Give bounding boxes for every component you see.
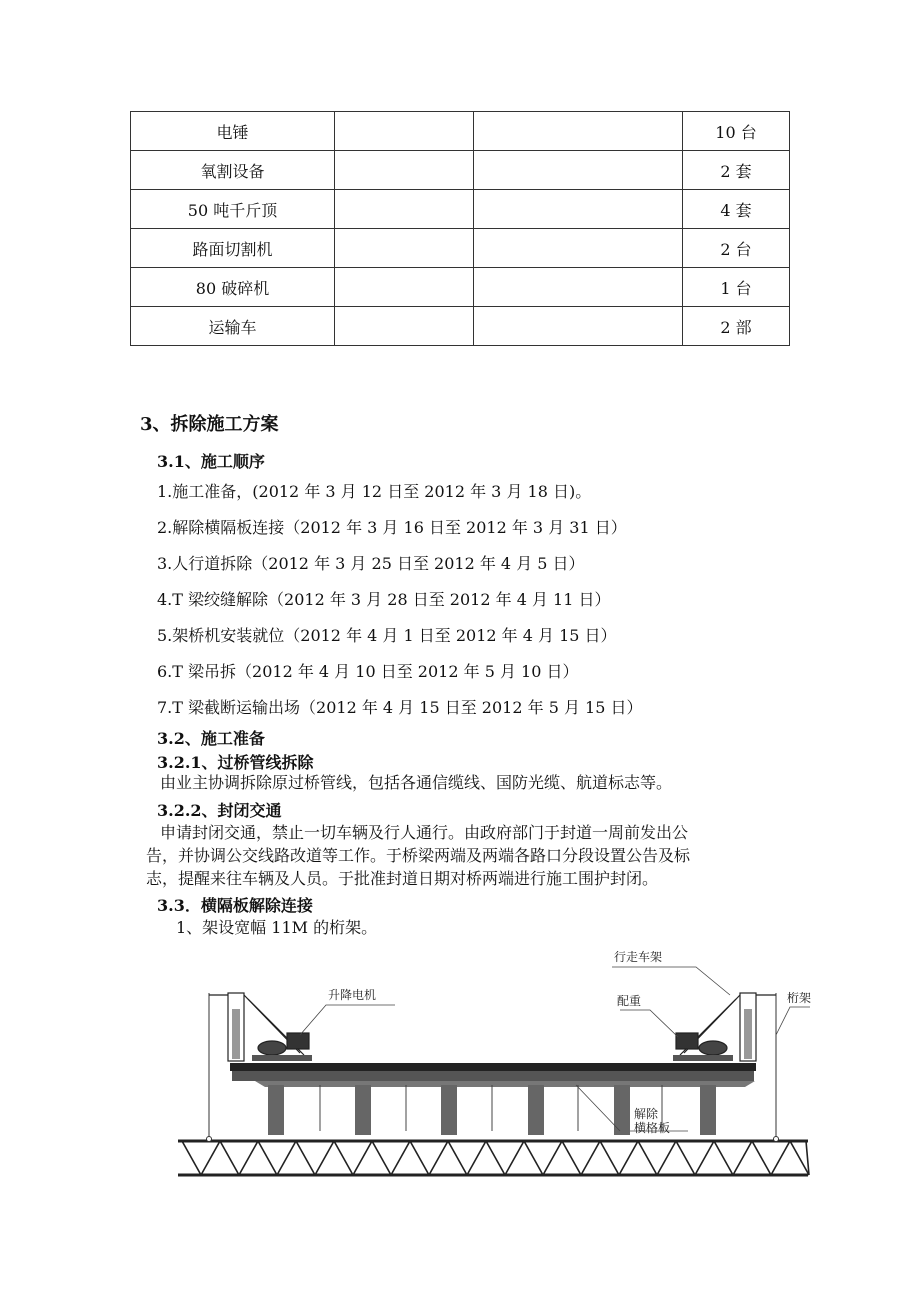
section-3-3-title: 3.3．横隔板解除连接 (157, 896, 313, 915)
sequence-step-6: 6.T 梁吊拆（2012 年 4 月 10 日至 2012 年 5 月 10 日） (157, 662, 579, 681)
truss-label: 桁架 (787, 991, 812, 1005)
right-gantry (673, 993, 776, 1061)
t-beam-web (528, 1085, 544, 1135)
equipment-quantity: 10 台 (683, 112, 790, 151)
equipment-name: 路面切割机 (131, 229, 335, 268)
empty-cell (474, 151, 683, 190)
empty-cell (474, 268, 683, 307)
empty-cell (335, 229, 474, 268)
t-beam-web (268, 1085, 284, 1135)
empty-cell (474, 112, 683, 151)
trolley-frame-label: 行走车架 (614, 950, 663, 964)
table-row (131, 268, 790, 307)
empty-cell (474, 307, 683, 346)
section-3-2-1-text (146, 771, 786, 794)
hoist-motor-label: 升降电机 (328, 988, 377, 1002)
sequence-step-2: 2.解除横隔板连接（2012 年 3 月 16 日至 2012 年 3 月 31 日） (157, 518, 627, 537)
t-beam-web (355, 1085, 371, 1135)
leader-lines (300, 967, 810, 1131)
equipment-quantity: 1 台 (683, 268, 790, 307)
section-3-2-1-title: 3.2.1、过桥管线拆除 (157, 753, 314, 772)
equipment-quantity: 2 套 (683, 151, 790, 190)
equipment-table (130, 111, 790, 346)
paragraph-line: 志，提醒来往车辆及人员。于批准封道日期对桥两端进行施工围护封闭。 (146, 869, 659, 888)
counterweight-label: 配重 (617, 994, 642, 1008)
paragraph-line: 申请封闭交通，禁止一切车辆及行人通行。由政府部门于封道一周前发出公 (160, 823, 689, 842)
table-row (131, 307, 790, 346)
table-row (131, 190, 790, 229)
empty-cell (474, 229, 683, 268)
equipment-name: 运输车 (131, 307, 335, 346)
sequence-step-5: 5.架桥机安装就位（2012 年 4 月 1 日至 2012 年 4 月 15 日） (157, 626, 617, 645)
empty-cell (335, 307, 474, 346)
remove-diaphragm-label-2: 横格板 (634, 1121, 671, 1135)
sequence-step-3: 3.人行道拆除（2012 年 3 月 25 日至 2012 年 4 月 5 日） (157, 554, 585, 573)
truss (178, 1141, 809, 1175)
empty-cell (335, 151, 474, 190)
equipment-quantity: 2 台 (683, 229, 790, 268)
remove-diaphragm-label-1: 解除 (634, 1107, 659, 1121)
paragraph-line: 由业主协调拆除原过桥管线，包括各通信缆线、国防光缆、航道标志等。 (160, 773, 673, 792)
equipment-name: 50 吨千斤顶 (131, 190, 335, 229)
section-3-2-2-title: 3.2.2、封闭交通 (157, 801, 282, 820)
section-3-2-2-text (146, 821, 786, 890)
empty-cell (335, 268, 474, 307)
section-3-title: 3、拆除施工方案 (140, 414, 279, 435)
section-3-2-title: 3.2、施工准备 (157, 729, 265, 748)
sequence-step-1: 1.施工准备，(2012 年 3 月 12 日至 2012 年 3 月 18 日)。 (157, 482, 592, 501)
sequence-step-4: 4.T 梁绞缝解除（2012 年 3 月 28 日至 2012 年 4 月 11 日） (157, 590, 611, 609)
section-3-1-title: 3.1、施工顺序 (157, 452, 265, 471)
bridge-truss-diagram (0, 935, 920, 1195)
equipment-name: 氧割设备 (131, 151, 335, 190)
sequence-step-7: 7.T 梁截断运输出场（2012 年 4 月 15 日至 2012 年 5 月 15 日） (157, 698, 643, 717)
left-gantry (209, 993, 312, 1061)
t-beam-web (700, 1085, 716, 1135)
table-row (131, 229, 790, 268)
equipment-quantity: 2 部 (683, 307, 790, 346)
empty-cell (335, 112, 474, 151)
equipment-quantity: 4 套 (683, 190, 790, 229)
section-3-3-item-1: 1、架设宽幅 11M 的桁架。 (176, 918, 378, 937)
paragraph-line: 告，并协调公交线路改道等工作。于桥梁两端及两端各路口分段设置公告及标 (146, 846, 691, 865)
empty-cell (474, 190, 683, 229)
equipment-name: 电锤 (131, 112, 335, 151)
table-row (131, 112, 790, 151)
empty-cell (335, 190, 474, 229)
t-beam-deck (230, 1063, 756, 1135)
t-beam-web (441, 1085, 457, 1135)
table-row (131, 151, 790, 190)
equipment-name: 80 破碎机 (131, 268, 335, 307)
